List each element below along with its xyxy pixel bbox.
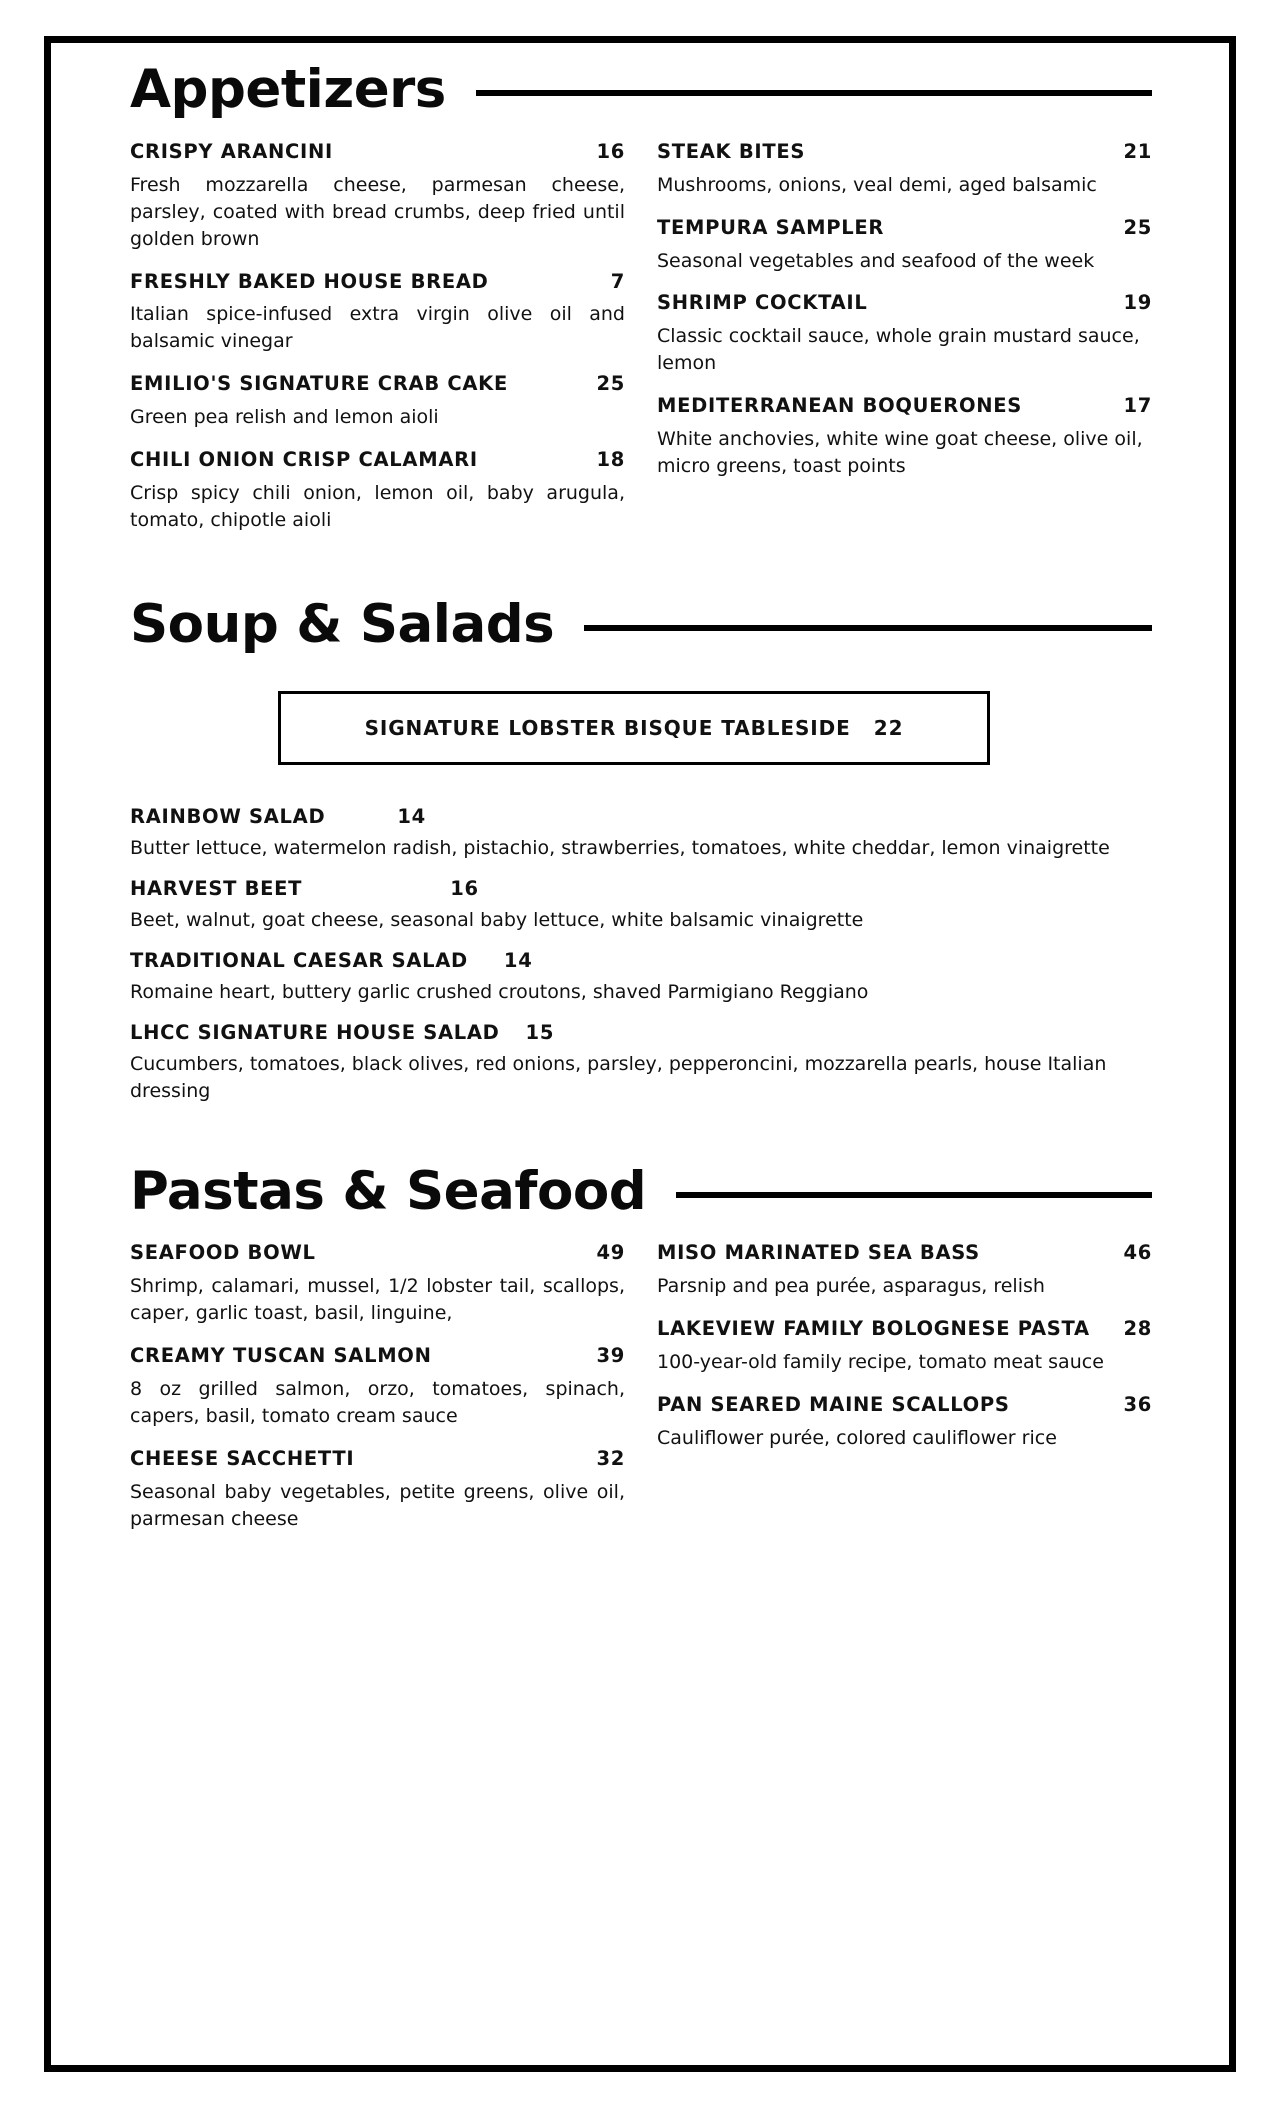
section-divider-line xyxy=(476,90,1152,96)
menu-item-header xyxy=(130,1344,625,1369)
menu-item-name: LAKEVIEW FAMILY BOLOGNESE PASTA xyxy=(657,1317,1090,1341)
menu-item-price: 18 xyxy=(596,448,625,472)
menu-item xyxy=(130,949,1152,1006)
section-divider-line xyxy=(584,625,1152,631)
menu-item xyxy=(657,1241,1152,1300)
menu-item xyxy=(130,805,1152,862)
menu-item-description: Romaine heart, buttery garlic crushed croutons, shaved Parmigiano Reggiano xyxy=(130,980,869,1003)
menu-item-header xyxy=(130,949,1152,972)
menu-item-price: 49 xyxy=(596,1241,625,1265)
menu-item-header xyxy=(130,1021,1152,1044)
menu-item-header xyxy=(130,140,625,165)
menu-item xyxy=(657,1317,1152,1376)
menu-item-description: White anchovies, white wine goat cheese, olive oil, micro greens, toast points xyxy=(657,428,1143,478)
appetizers-right-column xyxy=(657,140,1152,552)
menu-item-price: 14 xyxy=(503,948,533,972)
menu-item-price: 46 xyxy=(1123,1241,1152,1265)
menu-item-price: 32 xyxy=(596,1447,625,1471)
section-header-appetizers xyxy=(130,59,1152,120)
menu-item-header xyxy=(657,394,1152,419)
menu-item-name: CREAMY TUSCAN SALMON xyxy=(130,1344,432,1368)
menu-item xyxy=(130,1021,1152,1105)
appetizers-columns xyxy=(130,140,1152,552)
pastas-columns xyxy=(130,1241,1152,1550)
section-divider-line xyxy=(676,1192,1152,1198)
menu-item-header xyxy=(657,140,1152,165)
featured-item-box xyxy=(278,691,990,765)
menu-item-name: PAN SEARED MAINE SCALLOPS xyxy=(657,1393,1010,1417)
menu-item-price: 14 xyxy=(397,804,426,828)
menu-item xyxy=(130,448,625,534)
menu-item-name: TEMPURA SAMPLER xyxy=(657,215,885,239)
menu-item-name: FRESHLY BAKED HOUSE BREAD xyxy=(130,269,489,293)
menu-item-price: 36 xyxy=(1123,1393,1152,1417)
section-header-pastas-seafood xyxy=(130,1160,1152,1222)
menu-item xyxy=(130,140,625,253)
menu-item-header xyxy=(130,1241,625,1266)
menu-item-header xyxy=(130,805,1152,828)
menu-item xyxy=(657,394,1152,480)
salads-list xyxy=(130,805,1152,1105)
section-title: Pastas & Seafood xyxy=(130,1160,647,1222)
menu-item xyxy=(657,1393,1152,1452)
featured-item-price: 22 xyxy=(873,715,904,740)
menu-item-name: MEDITERRANEAN BOQUERONES xyxy=(657,394,1023,418)
menu-item-description: Parsnip and pea purée, asparagus, relish xyxy=(657,1275,1045,1298)
menu-item xyxy=(130,1241,625,1327)
menu-item-price: 21 xyxy=(1123,139,1152,163)
menu-item-description: Italian spice-infused extra virgin olive oil and balsamic vinegar xyxy=(130,303,625,353)
section-header-soup-salads xyxy=(130,594,1152,656)
menu-item-price: 19 xyxy=(1123,291,1152,315)
menu-item-price: 28 xyxy=(1123,1317,1152,1341)
menu-item-name: SEAFOOD BOWL xyxy=(130,1241,316,1265)
menu-item-header xyxy=(130,1447,625,1472)
pastas-left-column xyxy=(130,1241,625,1550)
menu-item-price: 39 xyxy=(596,1344,625,1368)
menu-item-description: Crisp spicy chili onion, lemon oil, baby arugula, tomato, chipotle aioli xyxy=(130,482,625,532)
menu-item-description: Green pea relish and lemon aioli xyxy=(130,406,439,429)
pastas-right-column xyxy=(657,1241,1152,1550)
menu-item-header xyxy=(657,291,1152,316)
menu-item-description: Classic cocktail sauce, whole grain mustard sauce, lemon xyxy=(657,325,1140,375)
menu-item-header xyxy=(657,1393,1152,1418)
menu-item-description: Beet, walnut, goat cheese, seasonal baby lettuce, white balsamic vinaigrette xyxy=(130,908,864,931)
menu-item-header xyxy=(657,216,1152,241)
appetizers-left-column xyxy=(130,140,625,552)
menu-item-description: Fresh mozzarella cheese, parmesan cheese, parsley, coated with bread crumbs, deep fried until golden brown xyxy=(130,173,625,250)
menu-item-name: CRISPY ARANCINI xyxy=(130,139,333,163)
menu-item-price: 16 xyxy=(596,139,625,163)
menu-item-description: 8 oz grilled salmon, orzo, tomatoes, spinach, capers, basil, tomato cream sauce xyxy=(130,1378,625,1428)
menu-item-header xyxy=(130,270,625,295)
menu-item-name: LHCC SIGNATURE HOUSE SALAD xyxy=(130,1020,500,1044)
menu-item-description: Butter lettuce, watermelon radish, pistachio, strawberries, tomatoes, white cheddar, lemon vinaigrette xyxy=(130,836,1110,859)
menu-item-name: CHILI ONION CRISP CALAMARI xyxy=(130,448,478,472)
menu-item-description: Shrimp, calamari, mussel, 1/2 lobster tail, scallops, caper, garlic toast, basil, linguine, xyxy=(130,1275,625,1325)
menu-item xyxy=(130,1447,625,1533)
menu-item xyxy=(130,1344,625,1430)
menu-item-description: Cauliflower purée, colored cauliflower rice xyxy=(657,1427,1057,1450)
menu-item-price: 16 xyxy=(450,876,479,900)
menu-item-description: Seasonal vegetables and seafood of the week xyxy=(657,249,1095,272)
menu-item xyxy=(657,291,1152,377)
featured-item-name: SIGNATURE LOBSTER BISQUE TABLESIDE xyxy=(364,715,851,740)
section-title: Soup & Salads xyxy=(130,594,555,656)
menu-item-name: TRADITIONAL CAESAR SALAD xyxy=(130,948,468,972)
menu-item-name: HARVEST BEET xyxy=(130,876,303,900)
menu-item-name: CHEESE SACCHETTI xyxy=(130,1447,355,1471)
menu-item-description: 100-year-old family recipe, tomato meat sauce xyxy=(657,1351,1104,1374)
menu-item xyxy=(657,216,1152,275)
menu-item-name: EMILIO'S SIGNATURE CRAB CAKE xyxy=(130,372,509,396)
menu-item-name: MISO MARINATED SEA BASS xyxy=(657,1241,980,1265)
menu-item-header xyxy=(657,1241,1152,1266)
menu-item-price: 17 xyxy=(1123,394,1152,418)
menu-item-price: 25 xyxy=(596,372,625,396)
menu-item-name: STEAK BITES xyxy=(657,139,806,163)
menu-item xyxy=(130,372,625,431)
menu-content xyxy=(130,59,1152,1550)
menu-item-description: Mushrooms, onions, veal demi, aged balsamic xyxy=(657,173,1097,196)
menu-item-description: Seasonal baby vegetables, petite greens, olive oil, parmesan cheese xyxy=(130,1481,625,1531)
menu-item-header xyxy=(130,448,625,473)
menu-item-header xyxy=(130,372,625,397)
menu-item-price: 7 xyxy=(610,269,625,293)
menu-item xyxy=(130,270,625,356)
menu-item-description: Cucumbers, tomatoes, black olives, red onions, parsley, pepperoncini, mozzarella pearls, house Italian dressing xyxy=(130,1052,1107,1102)
menu-item-price: 15 xyxy=(525,1020,555,1044)
section-title: Appetizers xyxy=(130,59,446,120)
menu-item-header xyxy=(130,877,1152,900)
menu-item-name: RAINBOW SALAD xyxy=(130,804,326,828)
menu-item xyxy=(130,877,1152,934)
menu-item xyxy=(657,140,1152,199)
menu-item-header xyxy=(657,1317,1152,1342)
menu-item-name: SHRIMP COCKTAIL xyxy=(657,291,868,315)
menu-item-price: 25 xyxy=(1123,215,1152,239)
